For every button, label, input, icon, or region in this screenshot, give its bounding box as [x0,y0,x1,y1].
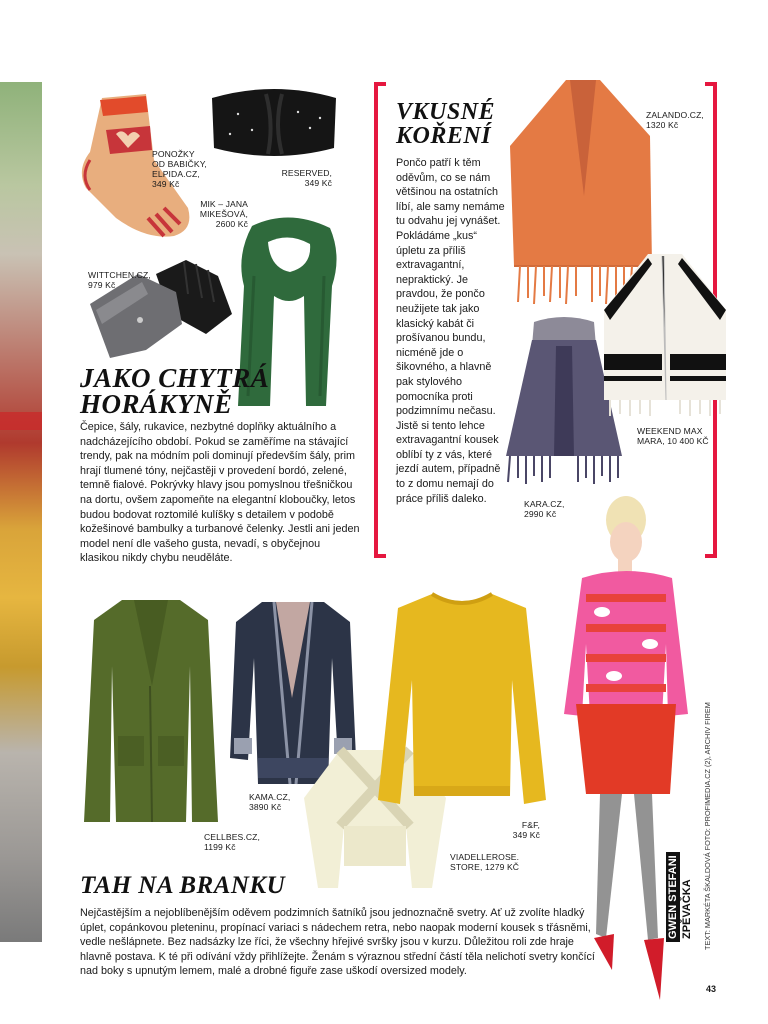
headband-image [208,84,340,162]
section-heading-koreni: VKUSNÉ KOŘENÍ [396,99,496,149]
celebrity-name: GWEN STEFANI [666,852,680,942]
section-body-chytra: Čepice, šály, rukavice, nezbytné doplňky aktuálního a nadcházejícího období. Pokud se zaměříme na stávající trendy, pak na módním poli dominují především šály, prim hrají tlumené tóny, nejčastěji v provedení bordó, zelené, temně fialové. Pokrývky hlavy jsou pomyslnou třešničkou na dortu, ovšem zapomeňte na elegantní kloboučky, letos budou bodovat roztomilé kulíšky s detailem v podobě kožešinové bambulky a turbanové čelenky. Jestli ani jeden model není dle vašeho gusta, nevadí, s obyčejnou klasikou nikdy chybu neuděláte. [80,421,360,565]
section-body-koreni: Pončo patří k těm oděvům, co se nám většinou na ostatních líbí, ale samy nemáme tu odvahu jej vynášet. Pokládáme „kus“ úpletu za příliš extravagantní, nepraktický. Je pravdou, že pončo neužijete tak jako klasický kabát či prošívanou bundu, nicméně jde o šikovného, a hlavně pak stylového pomocníka proti podzimnímu nečasu. Jistě si tento lehce extravagantní kousek oblíbí ty z vás, které jezdí autem, případně to z domu nemají do práce příliš daleko. [396,157,505,505]
photo-credit: TEXT: MARKÉTA ŠKALDOVÁ FOTO: PROFIMEDIA.CZ (2), ARCHIV FIREM [703,702,712,950]
section-body-branku: Nejčastějším a nejoblíbenějším oděvem podzimních šatníků jsou jednoznačně svetry. Ať už zvolíte hladký úplet, copánkovou pleteninu, propínací variaci s nádechem retra, nebo naopak moderní kousek s třásněmi, vedle nešlápnete. Bez nadsázky lze říci, že všechny hřejivé svršky jsou v kurzu. Důležitou roli zde hraje hlavně postava. K té při odívání vždy přihlížejte. Ženám s výraznou střední částí těla nelichotí svetry končící nad boky s upnutým lemem, malé a drobné figuře zase uškodí oversized modely. [80,907,595,978]
section-bracket-left [374,82,386,558]
orange-poncho-label: ZALANDO.CZ, 1320 Kč [646,110,704,130]
scarf-label: MIK – JANA MIKEŠOVÁ, 2600 Kč [199,199,248,229]
purple-poncho-label: KARA.CZ, 2990 Kč [524,499,565,519]
cream-sweater-label: VIADELLEROSE. STORE, 1279 KČ [450,852,520,872]
navy-cardigan-label: KAMA.CZ, 3890 Kč [249,792,291,812]
striped-poncho-label: WEEKEND MAX MARA, 10 400 KČ [637,426,709,446]
section-heading-chytra: JAKO CHYTRÁ HORÁKYNĚ [80,363,270,419]
background-photo-strip [0,82,42,942]
green-cardigan-label: CELLBES.CZ, 1199 Kč [204,832,261,852]
yellow-sweater-image [376,590,548,816]
headband-label: RESERVED, 349 Kč [281,168,332,188]
gloves-label: WITTCHEN.CZ, 979 Kč [88,270,151,290]
yellow-sweater-label: F&F, 349 Kč [512,820,540,840]
striped-poncho-image [600,250,730,420]
green-cardigan-image [82,596,220,832]
socks-label: PONOŽKY OD BABIČKY, ELPIDA.CZ, 349 Kč [152,149,207,189]
celebrity-caption [666,852,694,942]
celebrity-role: ZPĚVAČKA [680,876,694,942]
page-number: 43 [705,984,716,994]
section-heading-branku: TAH NA BRANKU [80,872,286,899]
